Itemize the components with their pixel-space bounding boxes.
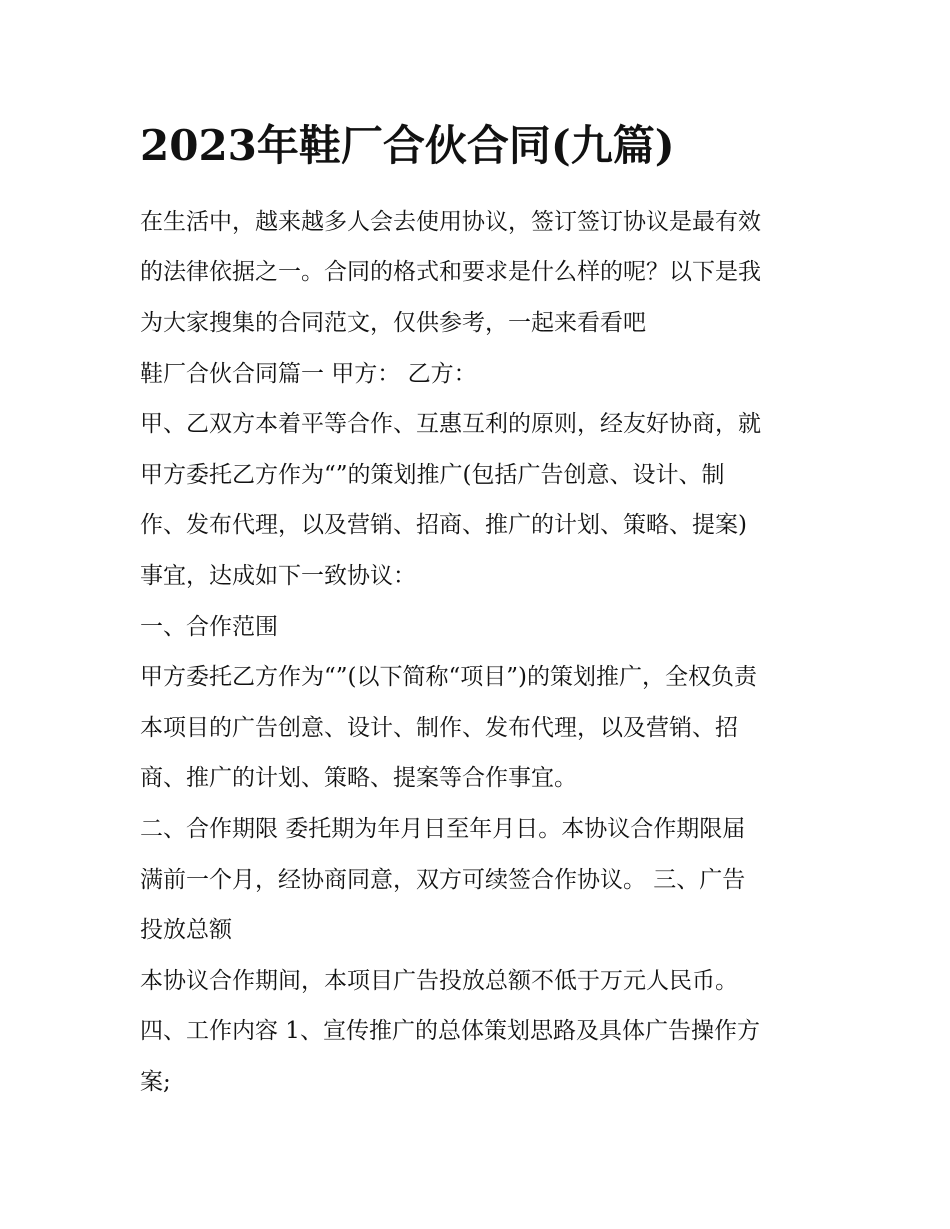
body-line-2: 的法律依据之一。合同的格式和要求是什么样的呢？以下是我: [140, 259, 761, 285]
body-line-17: 四、工作内容 1、宣传推广的总体策划思路及具体广告操作方: [140, 1018, 760, 1044]
body-line-16: 本协议合作期间，本项目广告投放总额不低于万元人民币。: [140, 968, 738, 994]
body-line-13: 二、合作期限 委托期为年月日至年月日。本协议合作期限届: [140, 816, 746, 842]
body-line-1: 在生活中，越来越多人会去使用协议，签订签订协议是最有效: [140, 209, 761, 235]
body-line-12: 商、推广的计划、策略、提案等合作事宜。: [140, 765, 577, 791]
body-line-10: 甲方委托乙方作为“”(以下简称“项目”)的策划推广，全权负责: [140, 664, 757, 690]
body-line-15: 投放总额: [140, 917, 232, 943]
body-line-14: 满前一个月，经协商同意，双方可续签合作协议。 三、广告: [140, 867, 746, 893]
body-line-3: 为大家搜集的合同范文，仅供参考，一起来看看吧: [140, 310, 646, 336]
body-line-8: 事宜，达成如下一致协议：: [140, 563, 416, 589]
document-title: 2023年鞋厂合伙合同(九篇): [140, 121, 675, 170]
section-heading-1: 一、合作范围: [140, 614, 278, 640]
body-line-7: 作、发布代理，以及营销、招商、推广的计划、策略、提案): [140, 512, 747, 538]
body-line-4: 鞋厂合伙合同篇一 甲方： 乙方：: [140, 361, 477, 387]
body-line-18: 案;: [140, 1069, 171, 1095]
body-line-5: 甲、乙双方本着平等合作、互惠互利的原则，经友好协商，就: [140, 411, 761, 437]
body-line-6: 甲方委托乙方作为“”的策划推广(包括广告创意、设计、制: [140, 462, 725, 488]
body-line-11: 本项目的广告创意、设计、制作、发布代理，以及营销、招: [140, 715, 738, 741]
